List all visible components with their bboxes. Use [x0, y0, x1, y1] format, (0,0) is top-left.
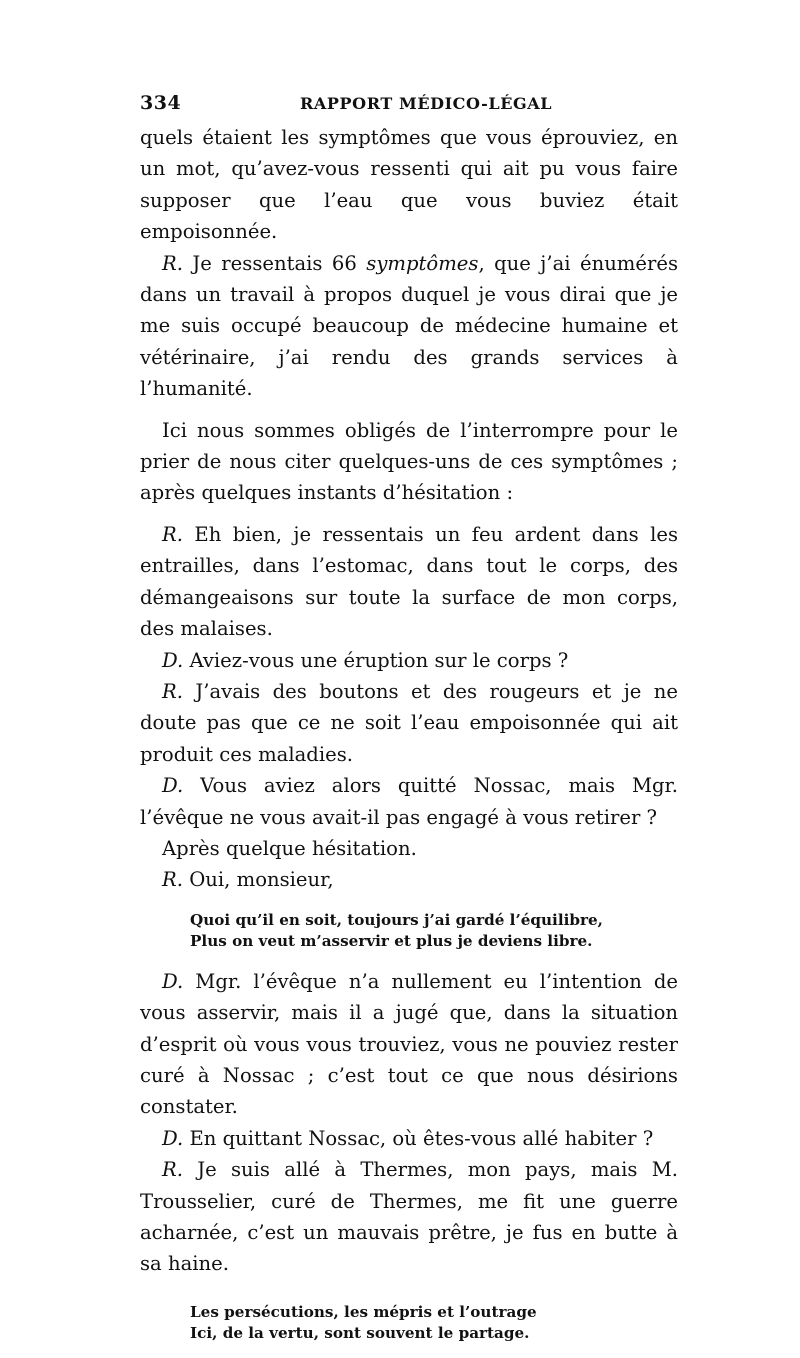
paragraph-answer-symptoms — [140, 248, 678, 405]
verse-line: Quoi qu’il en soit, toujours j’ai gardé l’équilibre, — [190, 910, 603, 929]
speaker-label: R. — [162, 251, 183, 275]
speaker-label: R. — [162, 868, 183, 892]
speaker-label: R. — [162, 679, 183, 703]
paragraph-text: Aviez-vous une éruption sur le corps ? — [183, 648, 569, 672]
paragraph-question-nossac — [140, 770, 678, 833]
verse-line: Les persécutions, les mépris et l’outrage — [190, 1302, 537, 1321]
page-number: 334 — [140, 92, 182, 114]
paragraph-text: Mgr. l’évêque n’a nullement eu l’intention de vous asservir, mais il a jugé que, dans la situation d’esprit où vous vous trouviez, vous ne pouviez rester curé à Nossac ; c’est tout ce que nous désirions constater. — [140, 969, 678, 1119]
verse-line: Plus on veut m’asservir et plus je deviens libre. — [190, 931, 593, 950]
speaker-label: D. — [162, 648, 184, 672]
page-header — [140, 92, 678, 122]
paragraph-text: J’avais des boutons et des rougeurs et je ne doute pas que ce ne soit l’eau empoisonnée qui ait produit ces maladies. — [140, 679, 678, 766]
paragraph-text: En quittant Nossac, où êtes-vous allé habiter ? — [183, 1126, 654, 1150]
paragraph-text: Oui, monsieur, — [182, 868, 334, 892]
text-block — [140, 122, 678, 1358]
verse-quote-1 — [190, 910, 678, 952]
running-title: RAPPORT MÉDICO-LÉGAL — [300, 94, 553, 113]
paragraph-text: , que j’ai énumérés dans un travail à propos duquel je vous dirai que je me suis occupé beaucoup de médecine humaine et vétérinaire, j’ai rendu des grands services à l’humanité. — [140, 251, 679, 401]
paragraph-narration: Ici nous sommes obligés de l’interrompre pour le prier de nous citer quelques-uns de ces symptômes ; après quelques instants d’hésitation : — [140, 418, 678, 505]
paragraph-question-habiter — [140, 1123, 678, 1154]
paragraph-question-eruption — [140, 645, 678, 676]
paragraph-bishop — [140, 966, 678, 1123]
paragraph-answer-boutons — [140, 676, 678, 770]
speaker-label: R. — [162, 1158, 183, 1182]
speaker-label: R. — [162, 522, 183, 546]
paragraph-text: Je suis allé à Thermes, mon pays, mais M. Trousselier, curé de Thermes, me fit une guerre acharnée, c’est un mauvais prêtre, je fus en butte à sa haine. — [140, 1158, 678, 1276]
paragraph-text: Je ressentais 66 — [182, 251, 367, 275]
paragraph-text: Eh bien, je ressentais un feu ardent dans les entrailles, dans l’estomac, dans tout le corps, des démangeaisons sur toute la surface de mon corps, des malaises. — [140, 522, 678, 641]
verse-quote-2 — [190, 1302, 678, 1344]
emphasized-word: symptômes — [366, 251, 479, 275]
speaker-label: D. — [162, 1126, 184, 1150]
paragraph-question-end: quels étaient les symptômes que vous éprouviez, en un mot, qu’avez-vous ressenti qui ait pu vous faire supposer que l’eau que vous buviez était empoisonnée. — [140, 126, 678, 244]
paragraph-text: Vous aviez alors quitté Nossac, mais Mgr. l’évêque ne vous avait-il pas engagé à vous retirer ? — [140, 774, 678, 829]
speaker-label: D. — [162, 969, 184, 993]
paragraph-answer-thermes — [140, 1154, 678, 1280]
speaker-label: D. — [162, 774, 184, 798]
paragraph-answer-oui — [140, 864, 678, 895]
paragraph-answer-details — [140, 519, 678, 645]
verse-line: Ici, de la vertu, sont souvent le partage. — [190, 1323, 530, 1342]
paragraph-hesitation: Après quelque hésitation. — [162, 836, 417, 860]
